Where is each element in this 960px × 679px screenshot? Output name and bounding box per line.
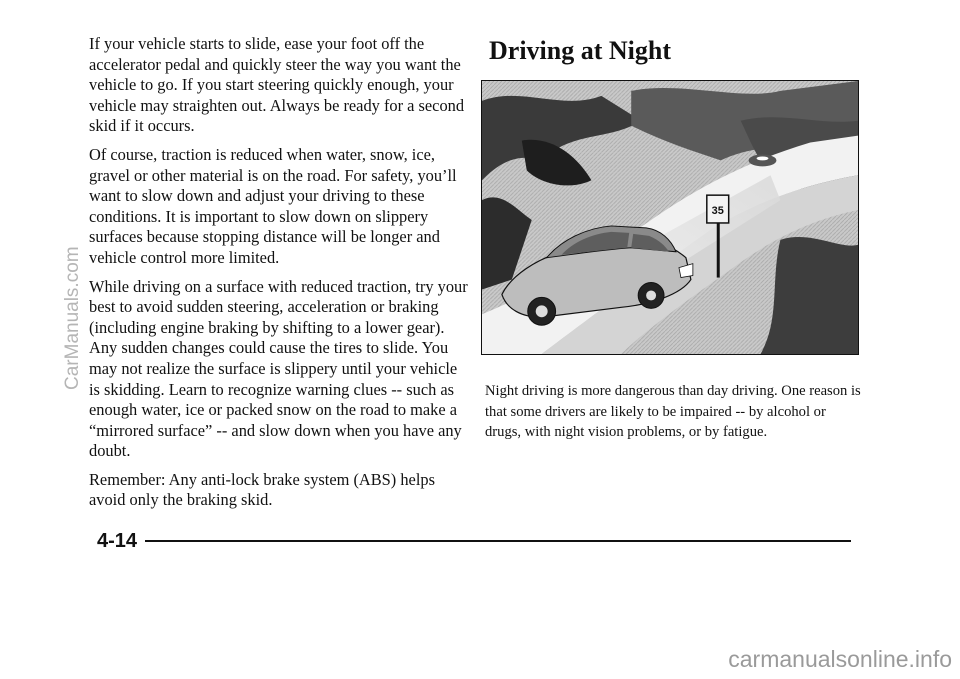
section-title: Driving at Night <box>489 36 671 65</box>
paragraph-abs-reminder: Remember: Any anti-lock brake system (ABS) helps avoid only the braking skid. <box>89 469 435 510</box>
bottom-watermark: carmanualsonline.info <box>728 646 952 672</box>
paragraph-reduced-traction: Of course, traction is reduced when water, snow, ice, gravel or other material is on the road. For safety, you’ll want to slow down and adjust your driving to these conditions. It is important to slow down on slippery surfaces because stopping distance will be longer and vehicle control more limited. <box>89 144 457 267</box>
illustration-caption: Night driving is more dangerous than day driving. One reason is that some drivers are likely to be impaired -- by alcohol or drugs, with night vision problems, or by fatigue. <box>485 383 861 441</box>
wheel-hub <box>536 305 548 317</box>
speed-sign-text: 35 <box>711 205 724 218</box>
footer-rule <box>145 540 851 542</box>
side-watermark: CarManuals.com <box>62 246 83 390</box>
wheel-hub <box>646 290 656 300</box>
paragraph-skid-recovery: If your vehicle starts to slide, ease your foot off the accelerator pedal and quickly steer the way you want the vehicle to go. If you start steering quickly enough, your vehicle may straighten out. Always be ready for a second skid if it occurs. <box>89 34 465 136</box>
night-driving-illustration <box>481 80 859 355</box>
paragraph-avoid-sudden-changes: While driving on a surface with reduced traction, try your best to avoid sudden steering, acceleration or braking (including engine braking by shifting to a lower gear). Any sudden changes could cause the tires to slide. You may not realize the surface is slippery until your vehicle is skidding. Learn to recognize warning clues -- such as enough water, ice or packed snow on the road to make a “mirrored surface” -- and slow down when you have any doubt. <box>89 276 468 461</box>
left-column <box>89 34 469 519</box>
page-number: 4-14 <box>97 530 138 552</box>
oncoming-headlight <box>757 156 769 160</box>
night-road-scene <box>482 81 858 354</box>
sign-post <box>717 218 720 278</box>
